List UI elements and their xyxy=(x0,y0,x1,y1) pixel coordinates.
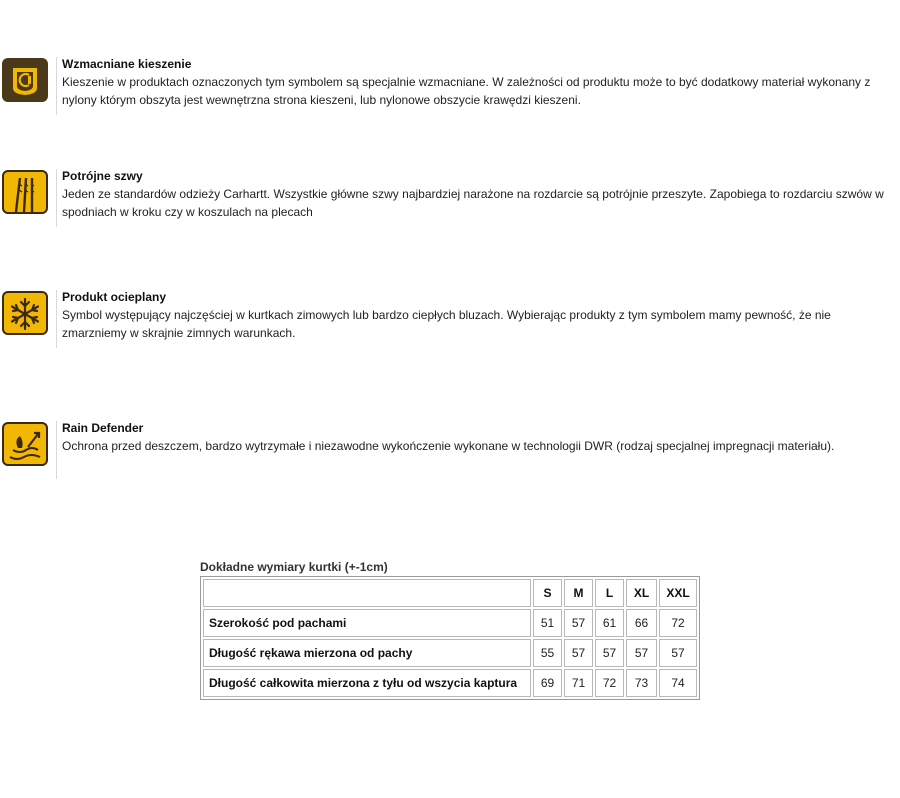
feature-description: Ochrona przed deszczem, bardzo wytrzymałe i niezawodne wykończenie wykonane w technologii DWR (rodzaj specjalnej impregnacji materiału). xyxy=(62,439,835,453)
feature-insulated xyxy=(0,290,900,350)
feature-divider xyxy=(56,57,57,115)
table-cell: 69 xyxy=(533,669,562,697)
table-cell: 51 xyxy=(533,609,562,637)
row-label: Długość całkowita mierzona z tyłu od wszycia kaptura xyxy=(203,669,531,697)
feature-triple-stitch xyxy=(0,169,900,229)
table-cell: 71 xyxy=(564,669,593,697)
size-table-section xyxy=(200,560,700,700)
feature-description: Kieszenie w produktach oznaczonych tym symbolem są specjalnie wzmacniane. W zależności od produktu może to być dodatkowy materiał wykonany z nylony którym obszyta jest wewnętrzna strona kieszeni, lub nylonowe obszycie krawędzi kieszeni. xyxy=(62,75,871,107)
feature-rain-defender xyxy=(0,421,900,481)
feature-title: Rain Defender xyxy=(62,421,144,435)
reinforced-pocket-icon xyxy=(2,58,48,102)
size-table xyxy=(200,576,700,700)
table-cell: 73 xyxy=(626,669,657,697)
table-cell: 57 xyxy=(564,609,593,637)
feature-title: Wzmacniane kieszenie xyxy=(62,57,192,71)
size-header-xl: XL xyxy=(626,579,657,607)
table-cell: 57 xyxy=(626,639,657,667)
table-cell: 61 xyxy=(595,609,624,637)
table-row xyxy=(203,669,697,697)
feature-description: Symbol występujący najczęściej w kurtkach zimowych lub bardzo ciepłych bluzach. Wybierając produkty z tym symbolem mamy pewność, że nie zmarzniemy w skrajnie zimnych warunkach. xyxy=(62,308,831,340)
table-cell: 55 xyxy=(533,639,562,667)
feature-divider xyxy=(56,421,57,479)
size-table-caption: Dokładne wymiary kurtki (+-1cm) xyxy=(200,560,388,574)
feature-title: Potrójne szwy xyxy=(62,169,143,183)
table-cell: 74 xyxy=(659,669,697,697)
size-header-l: L xyxy=(595,579,624,607)
feature-divider xyxy=(56,169,57,227)
row-label: Długość rękawa mierzona od pachy xyxy=(203,639,531,667)
table-row xyxy=(203,609,697,637)
table-cell: 57 xyxy=(564,639,593,667)
feature-divider xyxy=(56,290,57,348)
size-header-s: S xyxy=(533,579,562,607)
table-cell: 72 xyxy=(659,609,697,637)
feature-reinforced-pockets xyxy=(0,57,900,117)
table-row xyxy=(203,639,697,667)
triple-stitch-icon xyxy=(2,170,48,214)
size-header-xxl: XXL xyxy=(659,579,697,607)
snowflake-icon xyxy=(2,291,48,335)
table-cell: 72 xyxy=(595,669,624,697)
feature-title: Produkt ocieplany xyxy=(62,290,167,304)
table-corner-cell xyxy=(203,579,531,607)
table-header-row xyxy=(203,579,697,607)
table-cell: 57 xyxy=(595,639,624,667)
row-label: Szerokość pod pachami xyxy=(203,609,531,637)
rain-defender-icon xyxy=(2,422,48,466)
feature-description: Jeden ze standardów odzieży Carhartt. Wszystkie główne szwy najbardziej narażone na rozdarcie są potrójnie przeszyte. Zapobiega to rozdarciu szwów w spodniach w kroku czy w koszulach na plecach xyxy=(62,187,884,219)
table-cell: 57 xyxy=(659,639,697,667)
size-header-m: M xyxy=(564,579,593,607)
table-cell: 66 xyxy=(626,609,657,637)
